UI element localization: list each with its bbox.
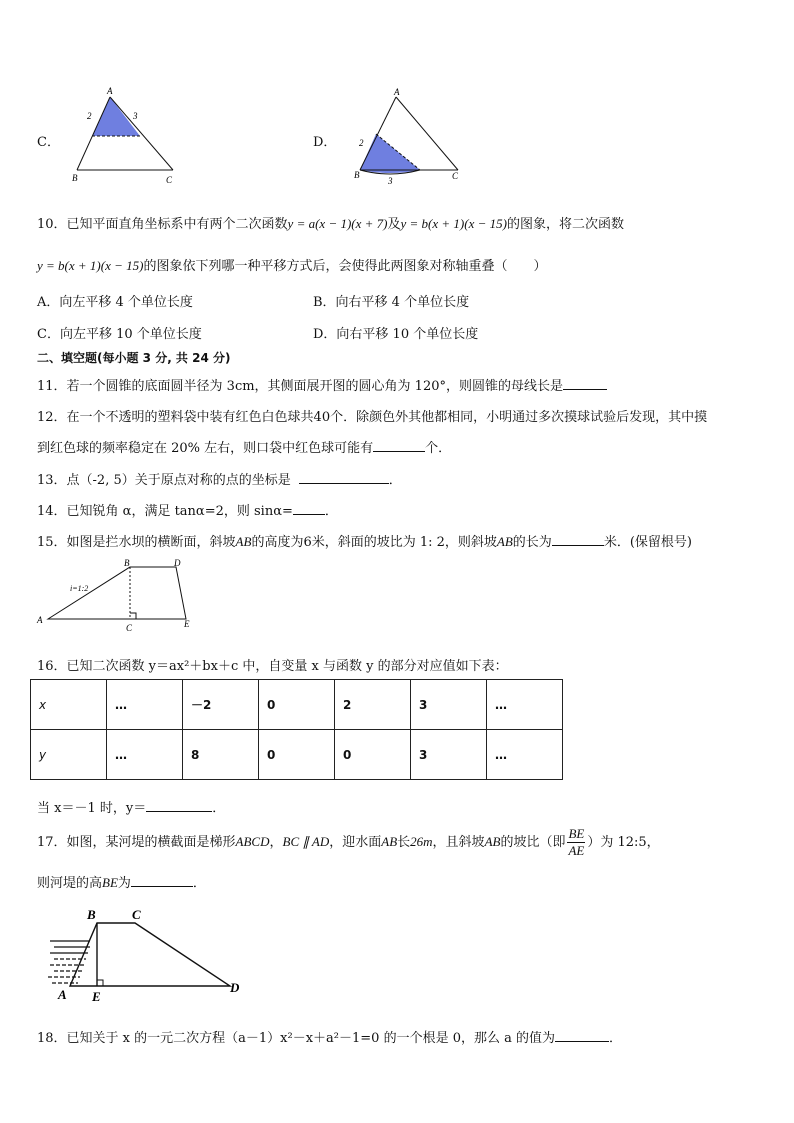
table-cell: … — [487, 730, 563, 780]
q10-option-d[interactable]: D．向右平移 10 个单位长度 — [313, 327, 479, 342]
q10-option-a[interactable]: A．向左平移 4 个单位长度 — [37, 295, 193, 310]
answer-blank[interactable] — [146, 799, 212, 812]
answer-blank[interactable] — [552, 533, 604, 546]
table-cell: 0 — [259, 730, 335, 780]
label-b: B — [87, 907, 96, 922]
label-b: B — [124, 558, 130, 568]
table-row — [31, 680, 563, 730]
table-cell: 0 — [335, 730, 411, 780]
dam-figure — [34, 557, 204, 635]
answer-blank[interactable] — [131, 874, 193, 887]
q10-option-b[interactable]: B．向右平移 4 个单位长度 — [313, 295, 470, 310]
label-a: A — [58, 987, 67, 1002]
label-c: C — [132, 907, 141, 922]
label-a: A — [37, 615, 43, 625]
label-d: D — [230, 980, 240, 995]
label-side-2: 2 — [87, 111, 92, 121]
q10-line1: 10．已知平面直角坐标系中有两个二次函数y = a(x − 1)(x + 7)及y = b(x + 1)(x − 15)的图象，将二次函数 — [37, 216, 624, 232]
q10-line2: y = b(x + 1)(x − 15)的图象依下列哪一种平移方式后，会使得此两图象对称轴重叠（ ） — [37, 258, 547, 274]
q12-line2: 到红色球的频率稳定在 20% 左右，则口袋中红色球可能有 个． — [37, 441, 452, 456]
table-row — [31, 730, 563, 780]
answer-blank[interactable] — [563, 377, 607, 390]
label-a: A — [107, 86, 113, 96]
table-cell: … — [487, 680, 563, 730]
table-cell: … — [107, 730, 183, 780]
section-heading: 二、填空题(每小题 3 分, 共 24 分) — [37, 351, 231, 365]
q10-option-c[interactable]: C．向左平移 10 个单位长度 — [37, 327, 202, 342]
label-side-3: 3 — [133, 111, 138, 121]
label-b: B — [72, 173, 78, 183]
label-a: A — [394, 87, 400, 97]
river-dam-figure — [40, 903, 250, 1003]
q12-line1: 12．在一个不透明的塑料袋中装有红色白色球共40个．除颜色外其他都相同，小明通过多次摸球试验后发现，其中摸 — [37, 410, 708, 425]
label-side-2: 2 — [359, 138, 364, 148]
label-c: C — [166, 175, 173, 185]
q16-followup: 当 x＝－1 时，y＝ ． — [37, 801, 226, 816]
formula-1: y = a(x − 1)(x + 7) — [287, 216, 388, 231]
answer-blank[interactable] — [555, 1029, 609, 1042]
option-c-figure — [60, 84, 190, 186]
label-c: C — [126, 623, 133, 633]
water-hatching — [48, 941, 90, 983]
label-b: B — [354, 170, 360, 180]
table-cell: 2 — [335, 680, 411, 730]
table-cell: x — [31, 680, 107, 730]
table-cell: －2 — [183, 680, 259, 730]
q16-text: 16．已知二次函数 y＝ax²＋bx＋c 中，自变量 x 与函数 y 的部分对应值如下表： — [37, 659, 508, 674]
value-table — [30, 679, 563, 780]
option-d-figure — [350, 86, 470, 188]
formula-2: y = b(x + 1)(x − 15) — [400, 216, 507, 231]
answer-blank[interactable] — [373, 439, 425, 452]
q17-line1: 17．如图，某河堤的横截面是梯形ABCD，BC ∥ AD，迎水面AB长26m，且斜坡AB的坡比（即 $\frac{BE}{AE}$ ）为 12:5， — [37, 826, 660, 858]
table-cell: 3 — [411, 730, 487, 780]
q18: 18．已知关于 x 的一元二次方程（a－1）x²－x＋a²－1=0 的一个根是 0，那么 a 的值为 ． — [37, 1031, 622, 1046]
answer-blank[interactable] — [293, 502, 325, 515]
option-c-label: C． — [37, 135, 60, 150]
slope-ratio: i=1:2 — [70, 584, 89, 593]
option-d-label: D． — [313, 135, 337, 150]
label-e: E — [184, 619, 190, 629]
label-e: E — [92, 989, 101, 1003]
slope-fraction: $\frac{BE}{AE}$ — [568, 826, 585, 858]
table-cell: … — [107, 680, 183, 730]
answer-blank[interactable] — [299, 471, 389, 484]
q15: 15．如图是拦水坝的横断面，斜坡AB的高度为6米，斜面的坡比为 1: 2，则斜坡AB的长为 米．(保留根号) — [37, 534, 692, 550]
label-side-3: 3 — [388, 176, 393, 186]
q13: 13．点（-2, 5）关于原点对称的点的坐标是 ． — [37, 473, 402, 488]
table-cell: 8 — [183, 730, 259, 780]
label-d: D — [174, 558, 181, 568]
q11: 11．若一个圆锥的底面圆半径为 3cm，其侧面展开图的圆心角为 120°，则圆锥的母线长是 — [37, 375, 607, 394]
table-cell: y — [31, 730, 107, 780]
label-c: C — [452, 171, 459, 181]
q17-line2: 则河堤的高BE为 ． — [37, 875, 206, 891]
table-cell: 0 — [259, 680, 335, 730]
table-cell: 3 — [411, 680, 487, 730]
formula-3: y = b(x + 1)(x − 15) — [37, 258, 144, 273]
q14: 14．已知锐角 α，满足 tanα=2，则 sinα= ． — [37, 504, 338, 519]
